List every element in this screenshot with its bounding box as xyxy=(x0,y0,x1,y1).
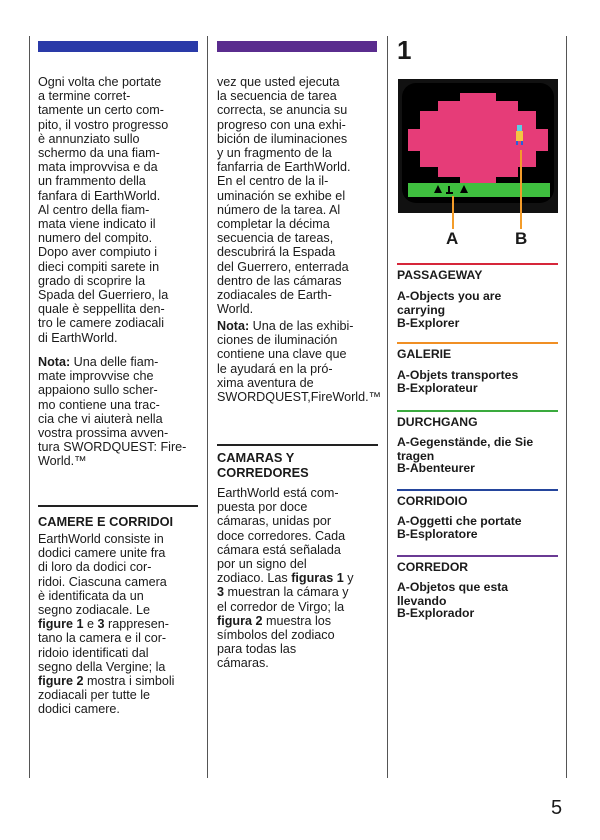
col1-sec-a: EarthWorld consiste in dodici camere unite fra di loro da dodici cor- ridoi. Ciascuna camera è identificata da un segno zodiacale. Le xyxy=(38,532,167,618)
game-screen-svg xyxy=(398,79,558,213)
legend-title-spanish: CORREDOR xyxy=(397,560,469,574)
callout-line-b xyxy=(520,150,522,229)
figure-number: 1 xyxy=(397,35,412,65)
col2-section-heading: CAMARAS Y CORREDORES xyxy=(217,450,309,480)
legend-rule-green xyxy=(397,410,558,412)
legend-title-french: GALERIE xyxy=(397,347,452,361)
col2-section-rule xyxy=(217,444,378,446)
col2-note-text: Una de las exhibi- ciones de iluminación contiene una clave que le ayudará en la pró- xima aventura de SWORDQUEST,FireWorld.™ xyxy=(217,319,382,405)
callout-label-b: B xyxy=(515,229,528,248)
col1-note-label: Nota: xyxy=(38,355,71,369)
legend-rule-purple xyxy=(397,555,558,557)
col1-intro-paragraph: Ogni volta che portate a termine corret- tamente un certo com- pito, il vostro progresso è annunziato sullo schermo da una fiam- mata improvvisa e da un frammento della fanfara di EarthWorld. Al centro della fiam- mata viene indicato il numero del compito. Dopo aver compiuto i dieci compiti sarete in grado di scoprire la Spada del Guerriero, la quale è seppellita den- tro le camere zodiacali di EarthWorld. xyxy=(38,75,169,345)
column-divider-4 xyxy=(566,36,567,778)
col1-note xyxy=(38,355,203,469)
legend-spanish-b: B-Explorador xyxy=(397,606,475,620)
col1-section-text xyxy=(38,532,203,717)
col1-sec-b: e xyxy=(83,617,98,632)
page-number: 5 xyxy=(551,797,563,819)
legend-rule-blue xyxy=(397,489,558,491)
legend-title-english: PASSAGEWAY xyxy=(397,268,483,282)
col1-sec-c: rappresen- tano la camera e il cor- ridoio identificati dal segno della Vergine; la xyxy=(38,617,169,674)
column-divider-1 xyxy=(29,36,30,778)
col2-fig3-ref: 3 xyxy=(217,585,225,600)
col2-note-label: Nota: xyxy=(217,319,250,333)
legend-french-b: B-Explorateur xyxy=(397,381,478,395)
legend-rule-orange xyxy=(397,342,558,344)
col2-sec-a: EarthWorld está com- puesta por doce cámaras, unidas por doce corredores. Cada cámara está señalada por un signo del zodiaco. Las xyxy=(217,486,346,586)
legend-french-a: A-Objets transportes xyxy=(397,368,519,382)
legend-english-b: B-Explorer xyxy=(397,316,460,330)
col2-intro-paragraph: vez que usted ejecuta la secuencia de tarea correcta, se anuncia su progreso con una exhi- bición de iluminaciones y un fragmento de la fanfarria de EarthWorld. En el centro de la il- uminación se exhibe el número de la tarea. Al completar la décima secuencia de tareas, descubrirá la Espada del Guerrero, enterrada dentro de las cámaras zodiacales de Earth- World. xyxy=(217,75,351,317)
legend-german-b: B-Abenteurer xyxy=(397,461,475,475)
explorer-head xyxy=(517,125,522,131)
legend-spanish-a: A-Objetos que esta llevando xyxy=(397,580,509,608)
legend-german-a: A-Gegenstände, die Sie tragen xyxy=(397,435,534,463)
col1-sec-d: mostra i simboli zodiacali per tutte le dodici camere. xyxy=(38,674,175,717)
col1-section-heading: CAMERE E CORRIDOI xyxy=(38,514,174,529)
top-bar-blue xyxy=(38,41,198,52)
col2-sec-c: muestran la cámara y el corredor de Virgo; la xyxy=(217,585,349,614)
col2-note xyxy=(217,319,385,404)
col2-fig1-ref: figuras 1 xyxy=(291,571,344,586)
legend-title-german: DURCHGANG xyxy=(397,415,478,429)
legend-italian-a: A-Oggetti che portate xyxy=(397,514,522,528)
callout-line-a xyxy=(452,196,454,229)
col1-note-text: Una delle fiam- mate improvvise che appaiono sullo scher- mo contiene una trac- cia che vi aiuterà nella vostra prossima avven- tura SWORDQUEST: Fire- World.™ xyxy=(38,355,187,469)
col2-section-text xyxy=(217,486,385,671)
inventory-strip xyxy=(408,183,550,197)
legend-english-a: A-Objects you are carrying xyxy=(397,289,502,317)
col1-fig3-ref: 3 xyxy=(97,617,105,632)
top-bar-purple xyxy=(217,41,377,52)
explorer-body xyxy=(516,131,523,141)
col2-fig2-ref: figura 2 xyxy=(217,613,263,628)
explorer-leg-left xyxy=(516,141,518,145)
col1-fig1-ref: figure 1 xyxy=(38,617,84,632)
legend-rule-red xyxy=(397,263,558,265)
explorer-leg-right xyxy=(521,141,523,145)
callout-label-a: A xyxy=(446,229,459,248)
legend-title-italian: CORRIDOIO xyxy=(397,494,468,508)
legend-italian-b: B-Esploratore xyxy=(397,527,478,541)
col1-fig2-ref: figure 2 xyxy=(38,674,84,689)
column-divider-3 xyxy=(387,36,388,778)
col2-sec-b: y xyxy=(347,571,354,586)
game-screenshot xyxy=(398,79,558,213)
col2-sec-d: muestra los símbolos del zodiaco para todas las cámaras. xyxy=(217,613,335,671)
col1-section-rule xyxy=(38,505,198,507)
column-divider-2 xyxy=(207,36,208,778)
